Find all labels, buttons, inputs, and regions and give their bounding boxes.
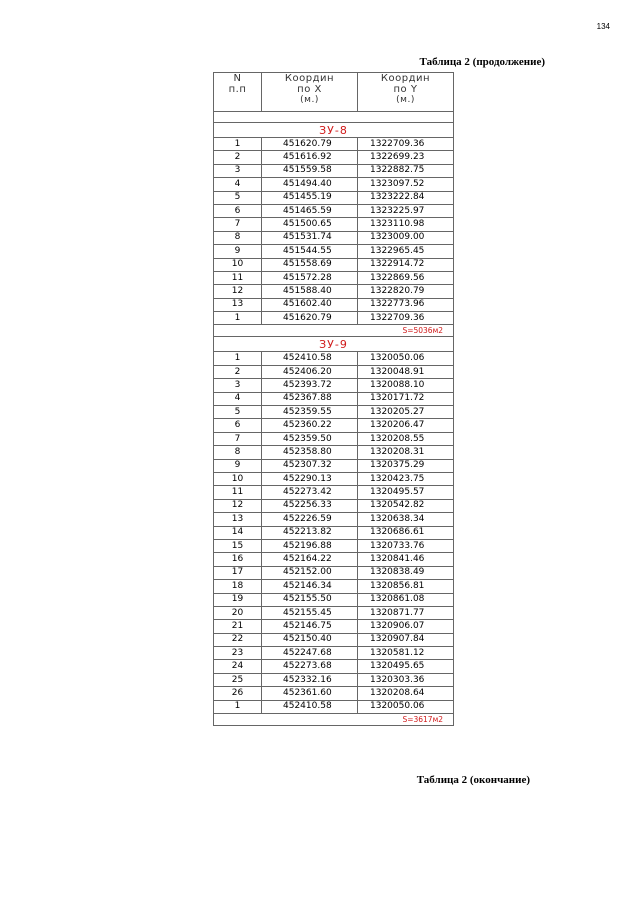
point-number: 9 — [214, 245, 262, 258]
coord-y: 1320841.46 — [358, 553, 454, 566]
coord-x: 452164.22 — [262, 553, 358, 566]
point-number: 3 — [214, 379, 262, 392]
coord-x: 452146.34 — [262, 580, 358, 593]
coord-x: 452367.88 — [262, 392, 358, 405]
header-x-unit: (м.) — [300, 95, 319, 105]
table-row — [214, 245, 454, 258]
coord-x: 452273.42 — [262, 486, 358, 499]
coord-y: 1322709.36 — [358, 138, 454, 151]
coord-x: 451531.74 — [262, 231, 358, 244]
coord-x: 452332.16 — [262, 673, 358, 686]
coord-x: 452393.72 — [262, 379, 358, 392]
table-row — [214, 258, 454, 271]
point-number: 4 — [214, 392, 262, 405]
coord-y: 1320050.06 — [358, 352, 454, 365]
point-number: 22 — [214, 633, 262, 646]
header-y — [358, 73, 454, 112]
table-row — [214, 178, 454, 191]
coord-y: 1320423.75 — [358, 472, 454, 485]
table-title-continued: Таблица 2 (продолжение) — [419, 56, 545, 68]
coord-x: 452256.33 — [262, 499, 358, 512]
coord-y: 1322882.75 — [358, 164, 454, 177]
point-number: 2 — [214, 365, 262, 378]
section-header-row — [214, 123, 454, 138]
coord-x: 452226.59 — [262, 513, 358, 526]
table-row — [214, 472, 454, 485]
coord-y: 1320205.27 — [358, 406, 454, 419]
coord-x: 452358.80 — [262, 446, 358, 459]
table-row — [214, 513, 454, 526]
coord-y: 1320208.31 — [358, 446, 454, 459]
header-number — [214, 73, 262, 112]
table-row — [214, 218, 454, 231]
coord-x: 451455.19 — [262, 191, 358, 204]
coord-y: 1320907.84 — [358, 633, 454, 646]
table-row — [214, 204, 454, 217]
header-x — [262, 73, 358, 112]
point-number: 7 — [214, 218, 262, 231]
header-number-line1: N — [233, 73, 242, 84]
point-number: 12 — [214, 285, 262, 298]
table-header-row — [214, 73, 454, 112]
table-row — [214, 138, 454, 151]
header-x-line2: по X — [297, 84, 322, 95]
coord-y: 1323009.00 — [358, 231, 454, 244]
coord-y: 1320542.82 — [358, 499, 454, 512]
coord-x: 452406.20 — [262, 365, 358, 378]
area-value: S=5036м2 — [214, 325, 454, 337]
table-row — [214, 620, 454, 633]
table-row — [214, 647, 454, 660]
coord-y: 1322820.79 — [358, 285, 454, 298]
point-number: 24 — [214, 660, 262, 673]
table-row — [214, 633, 454, 646]
coord-x: 451465.59 — [262, 204, 358, 217]
coord-x: 452247.68 — [262, 647, 358, 660]
table-row — [214, 539, 454, 552]
table-row — [214, 285, 454, 298]
point-number: 18 — [214, 580, 262, 593]
point-number: 5 — [214, 406, 262, 419]
coord-x: 452155.45 — [262, 606, 358, 619]
coord-y: 1320495.57 — [358, 486, 454, 499]
coord-y: 1320171.72 — [358, 392, 454, 405]
coord-y: 1320375.29 — [358, 459, 454, 472]
coord-y: 1323225.97 — [358, 204, 454, 217]
coord-x: 452150.40 — [262, 633, 358, 646]
table-row — [214, 231, 454, 244]
coord-y: 1320838.49 — [358, 566, 454, 579]
header-number-line2: п.п — [228, 84, 247, 95]
coord-y: 1320303.36 — [358, 673, 454, 686]
coord-x: 451602.40 — [262, 298, 358, 311]
point-number: 12 — [214, 499, 262, 512]
point-number: 9 — [214, 459, 262, 472]
coord-y: 1320050.06 — [358, 700, 454, 713]
coord-y: 1320686.61 — [358, 526, 454, 539]
table-row — [214, 191, 454, 204]
table-row — [214, 379, 454, 392]
table-row — [214, 419, 454, 432]
point-number: 23 — [214, 647, 262, 660]
coord-y: 1322699.23 — [358, 151, 454, 164]
coord-y: 1320208.55 — [358, 432, 454, 445]
table-row — [214, 606, 454, 619]
point-number: 1 — [214, 352, 262, 365]
coord-x: 452273.68 — [262, 660, 358, 673]
table-row — [214, 673, 454, 686]
table-row — [214, 392, 454, 405]
area-row — [214, 714, 454, 726]
point-number: 13 — [214, 513, 262, 526]
table-row — [214, 352, 454, 365]
coord-x: 452361.60 — [262, 687, 358, 700]
coord-y: 1322914.72 — [358, 258, 454, 271]
area-row — [214, 325, 454, 337]
point-number: 1 — [214, 700, 262, 713]
table-row — [214, 660, 454, 673]
point-number: 21 — [214, 620, 262, 633]
coord-y: 1322709.36 — [358, 312, 454, 325]
coord-y: 1320495.65 — [358, 660, 454, 673]
point-number: 20 — [214, 606, 262, 619]
table-row — [214, 271, 454, 284]
table-row — [214, 151, 454, 164]
table-row — [214, 312, 454, 325]
coord-y: 1323097.52 — [358, 178, 454, 191]
point-number: 16 — [214, 553, 262, 566]
table-row — [214, 566, 454, 579]
header-y-unit: (м.) — [396, 95, 415, 105]
table-row — [214, 580, 454, 593]
coord-x: 451572.28 — [262, 271, 358, 284]
coord-x: 452307.32 — [262, 459, 358, 472]
coord-x: 452146.75 — [262, 620, 358, 633]
coord-y: 1322965.45 — [358, 245, 454, 258]
point-number: 25 — [214, 673, 262, 686]
section-name: ЗУ-8 — [214, 123, 454, 138]
table-row — [214, 365, 454, 378]
table-row — [214, 432, 454, 445]
coord-x: 452196.88 — [262, 539, 358, 552]
point-number: 1 — [214, 138, 262, 151]
coord-y: 1320581.12 — [358, 647, 454, 660]
page-number: 134 — [596, 22, 610, 31]
coord-y: 1320208.64 — [358, 687, 454, 700]
table-row — [214, 687, 454, 700]
point-number: 17 — [214, 566, 262, 579]
point-number: 10 — [214, 258, 262, 271]
coord-x: 452359.55 — [262, 406, 358, 419]
coord-y: 1320871.77 — [358, 606, 454, 619]
point-number: 8 — [214, 231, 262, 244]
point-number: 13 — [214, 298, 262, 311]
coord-x: 451500.65 — [262, 218, 358, 231]
section-header-row — [214, 337, 454, 352]
point-number: 11 — [214, 486, 262, 499]
point-number: 10 — [214, 472, 262, 485]
table-row — [214, 406, 454, 419]
coord-x: 452155.50 — [262, 593, 358, 606]
area-value: S=3617м2 — [214, 714, 454, 726]
coord-y: 1322869.56 — [358, 271, 454, 284]
point-number: 14 — [214, 526, 262, 539]
coord-x: 451620.79 — [262, 312, 358, 325]
table-row — [214, 298, 454, 311]
table-title-final: Таблица 2 (окончание) — [416, 774, 530, 786]
header-y-line1: Координ — [380, 73, 431, 84]
point-number: 2 — [214, 151, 262, 164]
table-row — [214, 446, 454, 459]
point-number: 26 — [214, 687, 262, 700]
spacer-row — [214, 112, 454, 123]
coord-y: 1320856.81 — [358, 580, 454, 593]
point-number: 15 — [214, 539, 262, 552]
section-name: ЗУ-9 — [214, 337, 454, 352]
coord-x: 452410.58 — [262, 352, 358, 365]
point-number: 11 — [214, 271, 262, 284]
table-row — [214, 486, 454, 499]
point-number: 5 — [214, 191, 262, 204]
coord-y: 1320206.47 — [358, 419, 454, 432]
table-row — [214, 499, 454, 512]
point-number: 7 — [214, 432, 262, 445]
coord-y: 1320088.10 — [358, 379, 454, 392]
coord-x: 451558.69 — [262, 258, 358, 271]
header-x-line1: Координ — [284, 73, 335, 84]
coord-x: 451544.55 — [262, 245, 358, 258]
coord-x: 451620.79 — [262, 138, 358, 151]
point-number: 1 — [214, 312, 262, 325]
spacer-cell — [214, 112, 454, 123]
table-row — [214, 593, 454, 606]
coord-x: 451559.58 — [262, 164, 358, 177]
coord-x: 452360.22 — [262, 419, 358, 432]
point-number: 3 — [214, 164, 262, 177]
point-number: 4 — [214, 178, 262, 191]
coord-x: 452359.50 — [262, 432, 358, 445]
table-row — [214, 164, 454, 177]
coord-y: 1320733.76 — [358, 539, 454, 552]
coord-y: 1323110.98 — [358, 218, 454, 231]
point-number: 19 — [214, 593, 262, 606]
coordinates-table — [213, 72, 454, 726]
header-y-line2: по Y — [393, 84, 418, 95]
coord-x: 451616.92 — [262, 151, 358, 164]
coord-x: 452213.82 — [262, 526, 358, 539]
table-body — [214, 112, 454, 726]
point-number: 6 — [214, 419, 262, 432]
coord-y: 1320906.07 — [358, 620, 454, 633]
table-row — [214, 526, 454, 539]
coord-y: 1320048.91 — [358, 365, 454, 378]
table-row — [214, 459, 454, 472]
point-number: 6 — [214, 204, 262, 217]
point-number: 8 — [214, 446, 262, 459]
coord-x: 451588.40 — [262, 285, 358, 298]
coord-y: 1320638.34 — [358, 513, 454, 526]
coord-x: 452290.13 — [262, 472, 358, 485]
coord-x: 451494.40 — [262, 178, 358, 191]
coord-y: 1320861.08 — [358, 593, 454, 606]
table-row — [214, 553, 454, 566]
coord-x: 452410.58 — [262, 700, 358, 713]
coord-x: 452152.00 — [262, 566, 358, 579]
table-row — [214, 700, 454, 713]
coord-y: 1322773.96 — [358, 298, 454, 311]
coord-y: 1323222.84 — [358, 191, 454, 204]
